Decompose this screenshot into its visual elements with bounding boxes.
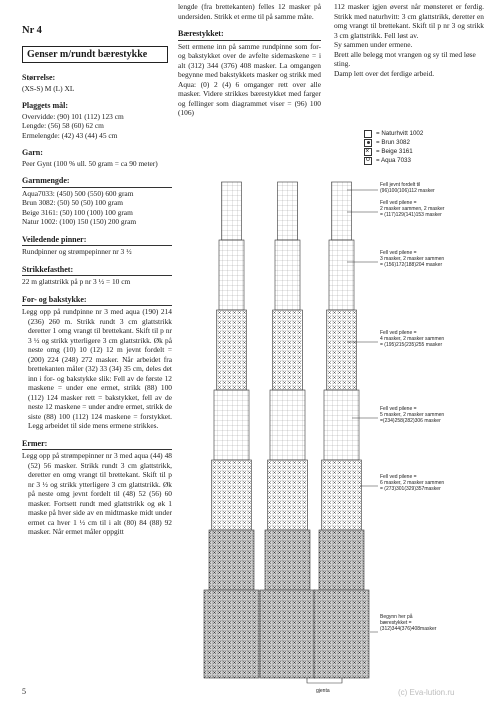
legend-label: = Aqua 7033 <box>376 157 411 164</box>
annotation-text: 2 masker sammen, 2 masker <box>380 206 445 212</box>
chart-section <box>209 530 254 590</box>
chart-section <box>260 590 315 678</box>
chart-section <box>219 240 244 310</box>
legend-item <box>364 147 423 156</box>
legend-item <box>364 129 423 138</box>
pattern-title: Genser m/rundt bærestykke <box>22 46 168 64</box>
chart-section <box>322 460 362 530</box>
annotation-text: = (195)215(235)255 masker <box>380 342 443 348</box>
amount-line: Aqua7033: (450) 500 (550) 600 gram <box>22 188 134 198</box>
legend-item <box>364 138 423 147</box>
chart-section <box>324 390 359 460</box>
annotation-text: =(234)258(282)306 masker <box>380 418 441 424</box>
needles-text: Rundpinner og strømpepinner nr 3 ½ <box>22 247 132 256</box>
chart-section <box>329 240 354 310</box>
repeat-bracket <box>307 678 342 694</box>
gauge-text: 22 m glattstrikk på p nr 3 ½ = 10 cm <box>22 277 131 286</box>
size-text: (XS-S) M (L) XL <box>22 83 75 93</box>
annotation-text: = (156)172(188)204 masker <box>380 262 443 268</box>
chart-section <box>268 460 308 530</box>
chart-repeat <box>260 182 315 678</box>
chart-section <box>314 590 369 678</box>
yarn-heading: Garn: <box>22 148 43 157</box>
annotation-text: bærestykket = <box>380 620 412 626</box>
chart-annotations <box>380 182 445 632</box>
chart-repeats <box>204 182 369 678</box>
annotation-text: Fell ved pilene = <box>380 250 417 256</box>
size-heading: Størrelse: <box>22 73 56 82</box>
annotation-text: (96)100(106)112 masker <box>380 188 435 194</box>
annotation-text: 4 masker, 2 masker sammen <box>380 336 445 342</box>
chart-section <box>270 390 305 460</box>
sleeve-continued-text: lengde (fra brettekanten) felles 12 masker på undersiden. Strikk et erme til på samme måte. <box>178 2 321 21</box>
yarn-text: Peer Gynt (100 % ull. 50 gram = ca 90 meter) <box>22 158 158 168</box>
chart-repeat <box>204 182 259 678</box>
measure-line: Lengde: (56) 58 (60) 62 cm <box>22 121 104 130</box>
sleeve-text: Legg opp på strømpepinner nr 3 med aqua (44) 48 (52) 56 masker. Strikk rundt 3 cm glattstrikk, deretter en omg vrangt til brettekant. Skift til p nr 3 ½ og strikk ytterligere 3 cm glattstrikk. Øk på neste omg jevnt fordelt til (48) 52 (56) 60 masker. Fortsett rundt med glattstrikk og øk 1 maske på hver side av en midtmaske midt under ermet ca hver 1 ½ cm til i alt (80) 84 (88) 92 masker. Når ermet måler oppgitt <box>22 451 172 536</box>
annotation-text: Fell ved pilene = <box>380 330 417 336</box>
middle-column <box>178 2 321 118</box>
needles-heading: Veiledende pinner: <box>22 235 172 247</box>
chart-section <box>319 530 364 590</box>
gauge-heading: Strikkefasthet: <box>22 265 172 277</box>
yoke-continued-text: 112 masker igjen øverst når mønsteret er ferdig. Strikk med naturhvitt: 3 cm glattstrikk, deretter en omg vrangt til brettekant. Skift til p nr 3 og strikk 3 cm glattstrikk. Fell løst av. <box>334 2 484 40</box>
annotation-text: Fell ved pilene = <box>380 474 417 480</box>
blank-square-icon <box>364 130 372 138</box>
right-column <box>334 2 484 78</box>
pattern-number: Nr 4 <box>22 25 42 36</box>
sleeve-heading: Ermer: <box>22 439 172 451</box>
amount-line: Natur 1002: (100) 150 (150) 200 gram <box>22 217 137 226</box>
steam-text: Damp lett over det ferdige arbeid. <box>334 68 435 78</box>
amount-line: Beige 3161: (50) 100 (100) 100 gram <box>22 207 133 217</box>
knitting-chart <box>192 180 482 700</box>
chart-section <box>222 182 242 240</box>
amount-heading: Garnmengde: <box>22 176 172 188</box>
chart-section <box>212 460 252 530</box>
annotation-text: 3 masker, 2 masker sammen <box>380 256 445 262</box>
yoke-text: Sett ermene inn på samme rundpinne som for- og bakstykket over de avfelte sidemaskene = i alt (312) 344 (376) 408 masker. La omgangen begynne med bakstykkets masker og strikk med Aqua: (0) 2 (4) 6 omganger rett over alle masker. Videre strikkes bærestykket med farger og fellinger som diagrammet viser = (96) 100 (106) <box>178 41 321 117</box>
annotation-text: Fell ved pilene = <box>380 200 417 206</box>
chart-section <box>217 310 247 390</box>
chart-section <box>204 590 259 678</box>
dot-square-icon <box>364 139 372 147</box>
watermark: (c) Eva-lution.ru <box>398 688 455 697</box>
chart-section <box>327 310 357 390</box>
chart-section <box>214 390 249 460</box>
circle-square-icon <box>364 157 372 165</box>
chart-section <box>278 182 298 240</box>
sew-text: Sy sammen under ermene. <box>334 40 413 49</box>
measure-line: Ermelengde: (42) 43 (44) 45 cm <box>22 130 118 140</box>
legend-label: = Beige 3161 <box>376 148 413 155</box>
chart-section <box>265 530 310 590</box>
annotation-text: Fell ved pilene = <box>380 406 417 412</box>
measure-line: Overvidde: (90) 101 (112) 123 cm <box>22 111 124 121</box>
repeat-label: gjenta <box>316 688 330 694</box>
amount-line: Brun 3082: (50) 50 (50) 100 gram <box>22 198 123 207</box>
annotation-text: Begynn her på <box>380 614 413 620</box>
chart-repeat <box>314 182 369 678</box>
annotation-text: 5 masker, 2 masker sammen <box>380 412 445 418</box>
yoke-heading: Bærestykket: <box>178 29 321 41</box>
legend-item <box>364 156 423 165</box>
chart-section <box>332 182 352 240</box>
page-number: 5 <box>22 687 26 696</box>
front-back-heading: For- og bakstykke: <box>22 295 172 307</box>
annotation-text: = (117)129(141)153 masker <box>380 212 442 218</box>
annotation-text: (312)344(376)408masker <box>380 626 437 632</box>
chart-section <box>275 240 300 310</box>
front-back-text: Legg opp på rundpinne nr 3 med aqua (190) 214 (236) 260 m. Strikk rundt 3 cm glattstrikk deretter 1 omg vrangt til brettekant. Skift til p nr 3 ½ og strikk ytterligere 3 cm glattstrikk. Øk på neste omg (10) 10 (12) 12 m jevnt fordelt = (200) 224 (248) 272 masker. Når arbeidet fra brettekanten måler (32) 33 (34) 35 cm, deles det inn i for- og bakstykke slik: Fell av de første 12 maskene = under ene ermet, strikk (88) 100 (112) 124 masker rett = bakstykket, fell av de neste 12 maskene = under andre ermet, strikk de siste (88) 100 (112) 124 maskene = forstykket. Legg arbeidet til side mens ermene strikkes. <box>22 307 172 430</box>
color-legend <box>364 129 423 165</box>
left-column <box>22 26 172 537</box>
legend-label: = Naturhvitt 1002 <box>376 130 424 137</box>
measures-heading: Plaggets mål: <box>22 101 68 110</box>
chart-section <box>273 310 303 390</box>
legend-label: = Brun 3082 <box>376 139 410 146</box>
annotation-text: 6 masker, 2 masker sammen <box>380 480 445 486</box>
annotation-text: = (273)301(329)357masker <box>380 486 441 492</box>
finish-text: Brett alle belegg mot vrangen og sy til med løse sting. <box>334 49 476 68</box>
annotation-text: Fell jevnt fordelt til <box>380 182 421 188</box>
